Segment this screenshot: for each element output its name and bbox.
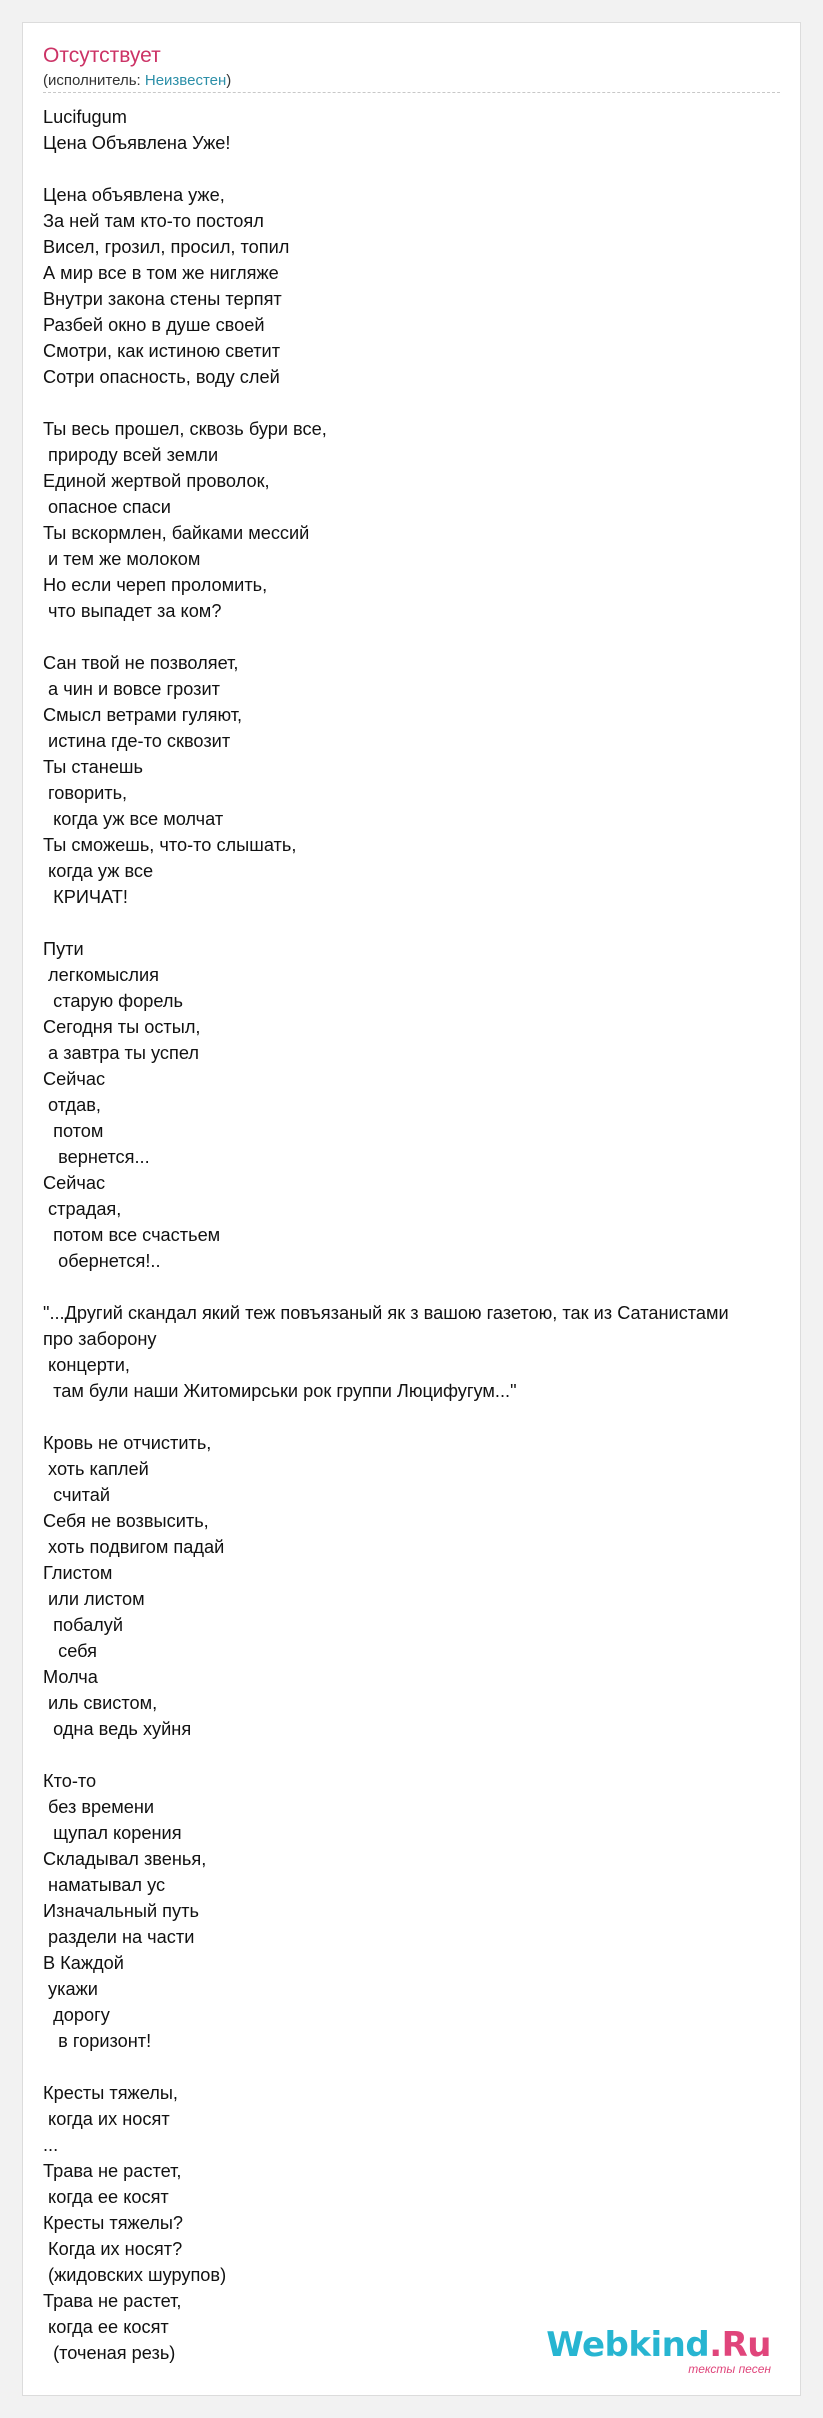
lyrics-line: Сегодня ты остыл,	[43, 1017, 201, 1037]
lyrics-line: а завтра ты успел	[43, 1043, 199, 1063]
lyrics-line: щупал корения	[43, 1823, 182, 1843]
lyrics-line: говорить,	[43, 783, 128, 803]
lyrics-line: опасное спаси	[43, 497, 171, 517]
lyrics-line: раздели на части	[43, 1927, 195, 1947]
lyrics-line: (точеная резь)	[43, 2343, 176, 2363]
stanza-break	[43, 2054, 729, 2080]
lyrics-line: обернется!..	[43, 1251, 161, 1271]
lyrics-line: Кровь не отчистить,	[43, 1433, 212, 1453]
lyrics-line: Ты вскормлен, байками мессий	[43, 523, 310, 543]
lyrics-line: Себя не возвысить,	[43, 1511, 209, 1531]
lyrics-line: Сан твой не позволяет,	[43, 653, 239, 673]
lyrics-line: Ты сможешь, что-то слышать,	[43, 835, 297, 855]
lyrics-line: ...	[43, 2135, 59, 2155]
lyrics-line: когда ее косят	[43, 2317, 169, 2337]
song-card	[22, 22, 801, 2396]
lyrics-line: Единой жертвой проволок,	[43, 471, 270, 491]
lyrics-line: истина где-то сквозит	[43, 731, 231, 751]
lyrics-line: про заборону	[43, 1329, 157, 1349]
lyrics-line: когда уж все молчат	[43, 809, 224, 829]
lyrics-line: концерти,	[43, 1355, 130, 1375]
lyrics-line: Разбей окно в душе своей	[43, 315, 265, 335]
lyrics-line: природу всей земли	[43, 445, 219, 465]
lyrics-line: Цена объявлена уже,	[43, 185, 225, 205]
lyrics-line: За ней там кто-то постоял	[43, 211, 264, 231]
lyrics-line: считай	[43, 1485, 111, 1505]
lyrics-line: и тем же молоком	[43, 549, 201, 569]
lyrics-line: страдая,	[43, 1199, 122, 1219]
lyrics-line: Висел, грозил, просил, топил	[43, 237, 290, 257]
artist-link[interactable]: Неизвестен	[144, 72, 227, 89]
song-title: Отсутствует	[43, 44, 161, 67]
lyrics-line: в горизонт!	[43, 2031, 152, 2051]
lyrics-line: потом	[43, 1121, 104, 1141]
stanza-break	[43, 910, 729, 936]
lyrics-line: Внутри закона стены терпят	[43, 289, 282, 309]
artist-line	[43, 71, 231, 91]
stanza-break	[43, 1742, 729, 1768]
lyrics-line: вернется...	[43, 1147, 150, 1167]
lyrics-line: Ты весь прошел, сквозь бури все,	[43, 419, 327, 439]
lyrics-line: Смотри, как истиною светит	[43, 341, 281, 361]
lyrics-line: укажи	[43, 1979, 98, 1999]
lyrics-line: отдав,	[43, 1095, 101, 1115]
stanza-break	[43, 1404, 729, 1430]
lyrics-line: легкомыслия	[43, 965, 159, 985]
lyrics-line: Молча	[43, 1667, 98, 1687]
lyrics-line: что выпадет за ком?	[43, 601, 222, 621]
lyrics-line: Когда их носят?	[43, 2239, 183, 2259]
lyrics-line: Кто-то	[43, 1771, 97, 1791]
lyrics-line: В Каждой	[43, 1953, 124, 1973]
lyrics-line: Сейчас	[43, 1173, 106, 1193]
lyrics-line: Цена Объявлена Уже!	[43, 133, 231, 153]
lyrics-line: дорогу	[43, 2005, 110, 2025]
stanza-break	[43, 1274, 729, 1300]
lyrics-line: когда ее косят	[43, 2187, 169, 2207]
lyrics-line: Ты станешь	[43, 757, 143, 777]
lyrics-line: Сейчас	[43, 1069, 106, 1089]
lyrics-line: когда уж все	[43, 861, 154, 881]
lyrics-text	[43, 104, 729, 2366]
lyrics-line: Смысл ветрами гуляют,	[43, 705, 243, 725]
stanza-break	[43, 624, 729, 650]
lyrics-line: Пути	[43, 939, 84, 959]
lyrics-line: побалуй	[43, 1615, 124, 1635]
lyrics-line: (жидовских шурупов)	[43, 2265, 227, 2285]
brand-name-main: Webkind	[546, 2325, 710, 2365]
artist-prefix: (исполнитель:	[43, 72, 145, 89]
lyrics-line: а чин и вовсе грозит	[43, 679, 220, 699]
lyrics-line: Глистом	[43, 1563, 113, 1583]
lyrics-line: "...Другий скандал який теж повъязаный як з вашою газетою, так из Сатанистами	[43, 1303, 729, 1323]
lyrics-line: хоть каплей	[43, 1459, 149, 1479]
title-divider	[43, 92, 780, 93]
lyrics-line: Кресты тяжелы?	[43, 2213, 184, 2233]
lyrics-line: Трава не растет,	[43, 2291, 182, 2311]
lyrics-line: КРИЧАТ!	[43, 887, 128, 907]
brand-name	[546, 2325, 771, 2365]
lyrics-line: Сотри опасность, воду слей	[43, 367, 280, 387]
lyrics-line: Но если череп проломить,	[43, 575, 268, 595]
lyrics-line: когда их носят	[43, 2109, 170, 2129]
lyrics-line: там були наши Житомирськи рок группи Люцифугум..."	[43, 1381, 517, 1401]
brand-name-suffix: .Ru	[709, 2325, 771, 2365]
stanza-break	[43, 156, 729, 182]
lyrics-line: иль свистом,	[43, 1693, 158, 1713]
lyrics-line: потом все счастьем	[43, 1225, 221, 1245]
lyrics-line: Lucifugum	[43, 107, 127, 127]
lyrics-line: Кресты тяжелы,	[43, 2083, 178, 2103]
lyrics-line: старую форель	[43, 991, 183, 1011]
lyrics-line: А мир все в том же нигляже	[43, 263, 279, 283]
lyrics-line: Трава не растет,	[43, 2161, 182, 2181]
stanza-break	[43, 390, 729, 416]
lyrics-line: Изначальный путь	[43, 1901, 199, 1921]
lyrics-line: хоть подвигом падай	[43, 1537, 225, 1557]
lyrics-line: Складывал звенья,	[43, 1849, 207, 1869]
lyrics-line: одна ведь хуйня	[43, 1719, 192, 1739]
lyrics-line: наматывал ус	[43, 1875, 166, 1895]
lyrics-line: без времени	[43, 1797, 155, 1817]
lyrics-line: себя	[43, 1641, 98, 1661]
webkind-logo[interactable]	[546, 2325, 771, 2376]
lyrics-line: или листом	[43, 1589, 145, 1609]
artist-suffix: )	[226, 72, 232, 89]
brand-tagline: тексты песен	[688, 2362, 771, 2376]
